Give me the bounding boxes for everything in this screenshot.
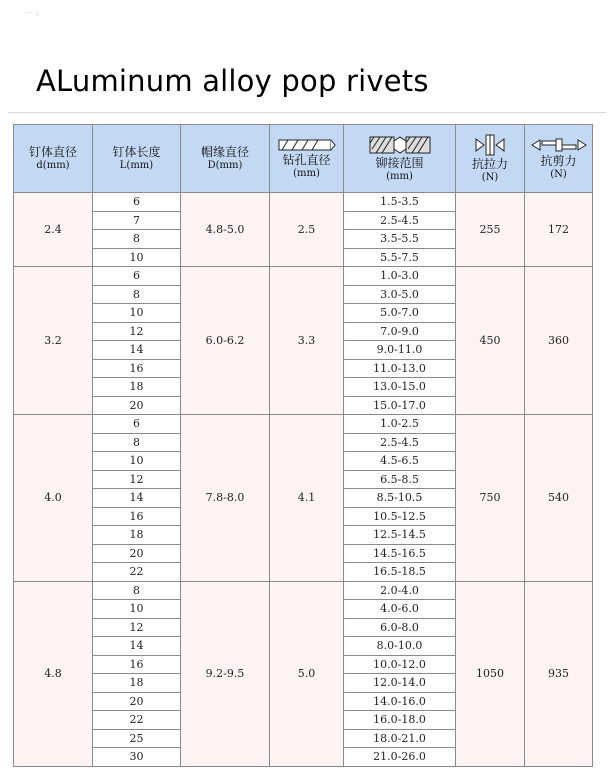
body-length-cell: 16 bbox=[93, 359, 181, 378]
header-body-length bbox=[93, 125, 181, 193]
body-length-cell: 20 bbox=[93, 396, 181, 415]
head-diameter-cell: 4.8-5.0 bbox=[181, 193, 270, 267]
grip-range-cell: 16.0-18.0 bbox=[344, 711, 456, 730]
header-grip-range-label: 铆接范围 bbox=[375, 156, 424, 170]
body-length-cell: 10 bbox=[93, 600, 181, 619]
grip-range-cell: 18.0-21.0 bbox=[344, 729, 456, 748]
header-drill-diameter bbox=[270, 125, 344, 193]
rivet-spec-table bbox=[13, 124, 593, 767]
grip-range-cell: 3.5-5.5 bbox=[344, 230, 456, 249]
header-body-length-unit: L(mm) bbox=[119, 160, 154, 171]
grip-range-cell: 3.0-5.0 bbox=[344, 285, 456, 304]
body-length-cell: 8 bbox=[93, 581, 181, 600]
grip-range-cell: 8.5-10.5 bbox=[344, 489, 456, 508]
body-length-cell: 8 bbox=[93, 230, 181, 249]
body-length-cell: 8 bbox=[93, 433, 181, 452]
body-length-cell: 30 bbox=[93, 748, 181, 767]
body-length-cell: 12 bbox=[93, 470, 181, 489]
grip-range-cell: 6.5-8.5 bbox=[344, 470, 456, 489]
grip-range-cell: 5.5-7.5 bbox=[344, 248, 456, 267]
shear-strength-cell: 935 bbox=[525, 581, 593, 766]
shear-strength-cell: 540 bbox=[525, 415, 593, 582]
grip-range-cell: 9.0-11.0 bbox=[344, 341, 456, 360]
header-head-diameter-unit: D(mm) bbox=[207, 160, 243, 171]
header-shear-strength-unit: (N) bbox=[550, 169, 567, 180]
grip-range-cell: 1.5-3.5 bbox=[344, 193, 456, 212]
body-length-cell: 8 bbox=[93, 285, 181, 304]
rivet-spec-table-wrapper bbox=[13, 124, 593, 767]
header-head-diameter bbox=[181, 125, 270, 193]
body-length-cell: 14 bbox=[93, 341, 181, 360]
body-length-cell: 18 bbox=[93, 674, 181, 693]
header-shear-strength bbox=[525, 125, 593, 193]
grip-range-cell: 16.5-18.5 bbox=[344, 563, 456, 582]
body-length-cell: 18 bbox=[93, 378, 181, 397]
grip-range-cell: 14.0-16.0 bbox=[344, 692, 456, 711]
body-length-cell: 10 bbox=[93, 452, 181, 471]
drill-diameter-cell: 3.3 bbox=[270, 267, 344, 415]
header-body-diameter bbox=[14, 125, 93, 193]
tensile-strength-cell: 1050 bbox=[456, 581, 525, 766]
grip-range-cell: 5.0-7.0 bbox=[344, 304, 456, 323]
head-diameter-cell: 9.2-9.5 bbox=[181, 581, 270, 766]
grip-range-cell: 1.0-3.0 bbox=[344, 267, 456, 286]
grip-range-cell: 15.0-17.0 bbox=[344, 396, 456, 415]
shear-strength-cell: 172 bbox=[525, 193, 593, 267]
grip-range-cell: 2.5-4.5 bbox=[344, 211, 456, 230]
riveting-joint-icon bbox=[368, 135, 432, 155]
body-length-cell: 20 bbox=[93, 544, 181, 563]
body-length-cell: 10 bbox=[93, 248, 181, 267]
header-grip-range-unit: (mm) bbox=[386, 171, 413, 182]
header-tensile-strength-label: 抗拉力 bbox=[471, 157, 508, 171]
body-length-cell: 16 bbox=[93, 507, 181, 526]
grip-range-cell: 4.0-6.0 bbox=[344, 600, 456, 619]
spec-table-body bbox=[14, 193, 593, 767]
table-row bbox=[14, 415, 593, 434]
head-diameter-cell: 6.0-6.2 bbox=[181, 267, 270, 415]
head-diameter-cell: 7.8-8.0 bbox=[181, 415, 270, 582]
body-length-cell: 18 bbox=[93, 526, 181, 545]
grip-range-cell: 8.0-10.0 bbox=[344, 637, 456, 656]
title-divider bbox=[8, 112, 606, 113]
body-length-cell: 6 bbox=[93, 415, 181, 434]
body-length-cell: 12 bbox=[93, 322, 181, 341]
header-tensile-strength-unit: (N) bbox=[481, 172, 499, 183]
table-row bbox=[14, 193, 593, 212]
body-diameter-cell: 4.8 bbox=[14, 581, 93, 766]
grip-range-cell: 14.5-16.5 bbox=[344, 544, 456, 563]
shear-strength-cell: 360 bbox=[525, 267, 593, 415]
grip-range-cell: 1.0-2.5 bbox=[344, 415, 456, 434]
shear-force-icon bbox=[530, 137, 588, 153]
drill-diameter-cell: 2.5 bbox=[270, 193, 344, 267]
grip-range-cell: 12.0-14.0 bbox=[344, 674, 456, 693]
drill-diameter-cell: 5.0 bbox=[270, 581, 344, 766]
drill-bit-icon bbox=[278, 138, 336, 152]
header-drill-diameter-unit: (mm) bbox=[293, 168, 320, 179]
header-row bbox=[14, 125, 593, 193]
tensile-force-icon bbox=[472, 134, 508, 156]
body-length-cell: 6 bbox=[93, 267, 181, 286]
body-length-cell: 25 bbox=[93, 729, 181, 748]
body-length-cell: 6 bbox=[93, 193, 181, 212]
grip-range-cell: 12.5-14.5 bbox=[344, 526, 456, 545]
tensile-strength-cell: 255 bbox=[456, 193, 525, 267]
header-body-length-label: 钉体长度 bbox=[112, 145, 161, 159]
grip-range-cell: 4.5-6.5 bbox=[344, 452, 456, 471]
header-body-diameter-label: 钉体直径 bbox=[28, 145, 77, 159]
corner-mark: 一 : bbox=[24, 9, 39, 19]
header-shear-strength-label: 抗剪力 bbox=[540, 154, 577, 168]
header-tensile-strength bbox=[456, 125, 525, 193]
body-length-cell: 7 bbox=[93, 211, 181, 230]
body-length-cell: 10 bbox=[93, 304, 181, 323]
grip-range-cell: 13.0-15.0 bbox=[344, 378, 456, 397]
grip-range-cell: 7.0-9.0 bbox=[344, 322, 456, 341]
drill-diameter-cell: 4.1 bbox=[270, 415, 344, 582]
header-drill-diameter-label: 钻孔直径 bbox=[282, 153, 331, 167]
header-grip-range bbox=[344, 125, 456, 193]
body-length-cell: 22 bbox=[93, 563, 181, 582]
body-length-cell: 16 bbox=[93, 655, 181, 674]
grip-range-cell: 10.0-12.0 bbox=[344, 655, 456, 674]
grip-range-cell: 10.5-12.5 bbox=[344, 507, 456, 526]
page-title: ALuminum alloy pop rivets bbox=[36, 64, 429, 98]
table-row bbox=[14, 267, 593, 286]
grip-range-cell: 2.0-4.0 bbox=[344, 581, 456, 600]
header-body-diameter-unit: d(mm) bbox=[36, 160, 70, 171]
grip-range-cell: 21.0-26.0 bbox=[344, 748, 456, 767]
grip-range-cell: 6.0-8.0 bbox=[344, 618, 456, 637]
body-length-cell: 20 bbox=[93, 692, 181, 711]
body-length-cell: 14 bbox=[93, 489, 181, 508]
grip-range-cell: 11.0-13.0 bbox=[344, 359, 456, 378]
body-length-cell: 14 bbox=[93, 637, 181, 656]
header-head-diameter-label: 帽缘直径 bbox=[200, 145, 249, 159]
grip-range-cell: 2.5-4.5 bbox=[344, 433, 456, 452]
body-length-cell: 22 bbox=[93, 711, 181, 730]
body-diameter-cell: 3.2 bbox=[14, 267, 93, 415]
tensile-strength-cell: 450 bbox=[456, 267, 525, 415]
tensile-strength-cell: 750 bbox=[456, 415, 525, 582]
table-row bbox=[14, 581, 593, 600]
body-diameter-cell: 4.0 bbox=[14, 415, 93, 582]
body-length-cell: 12 bbox=[93, 618, 181, 637]
body-diameter-cell: 2.4 bbox=[14, 193, 93, 267]
